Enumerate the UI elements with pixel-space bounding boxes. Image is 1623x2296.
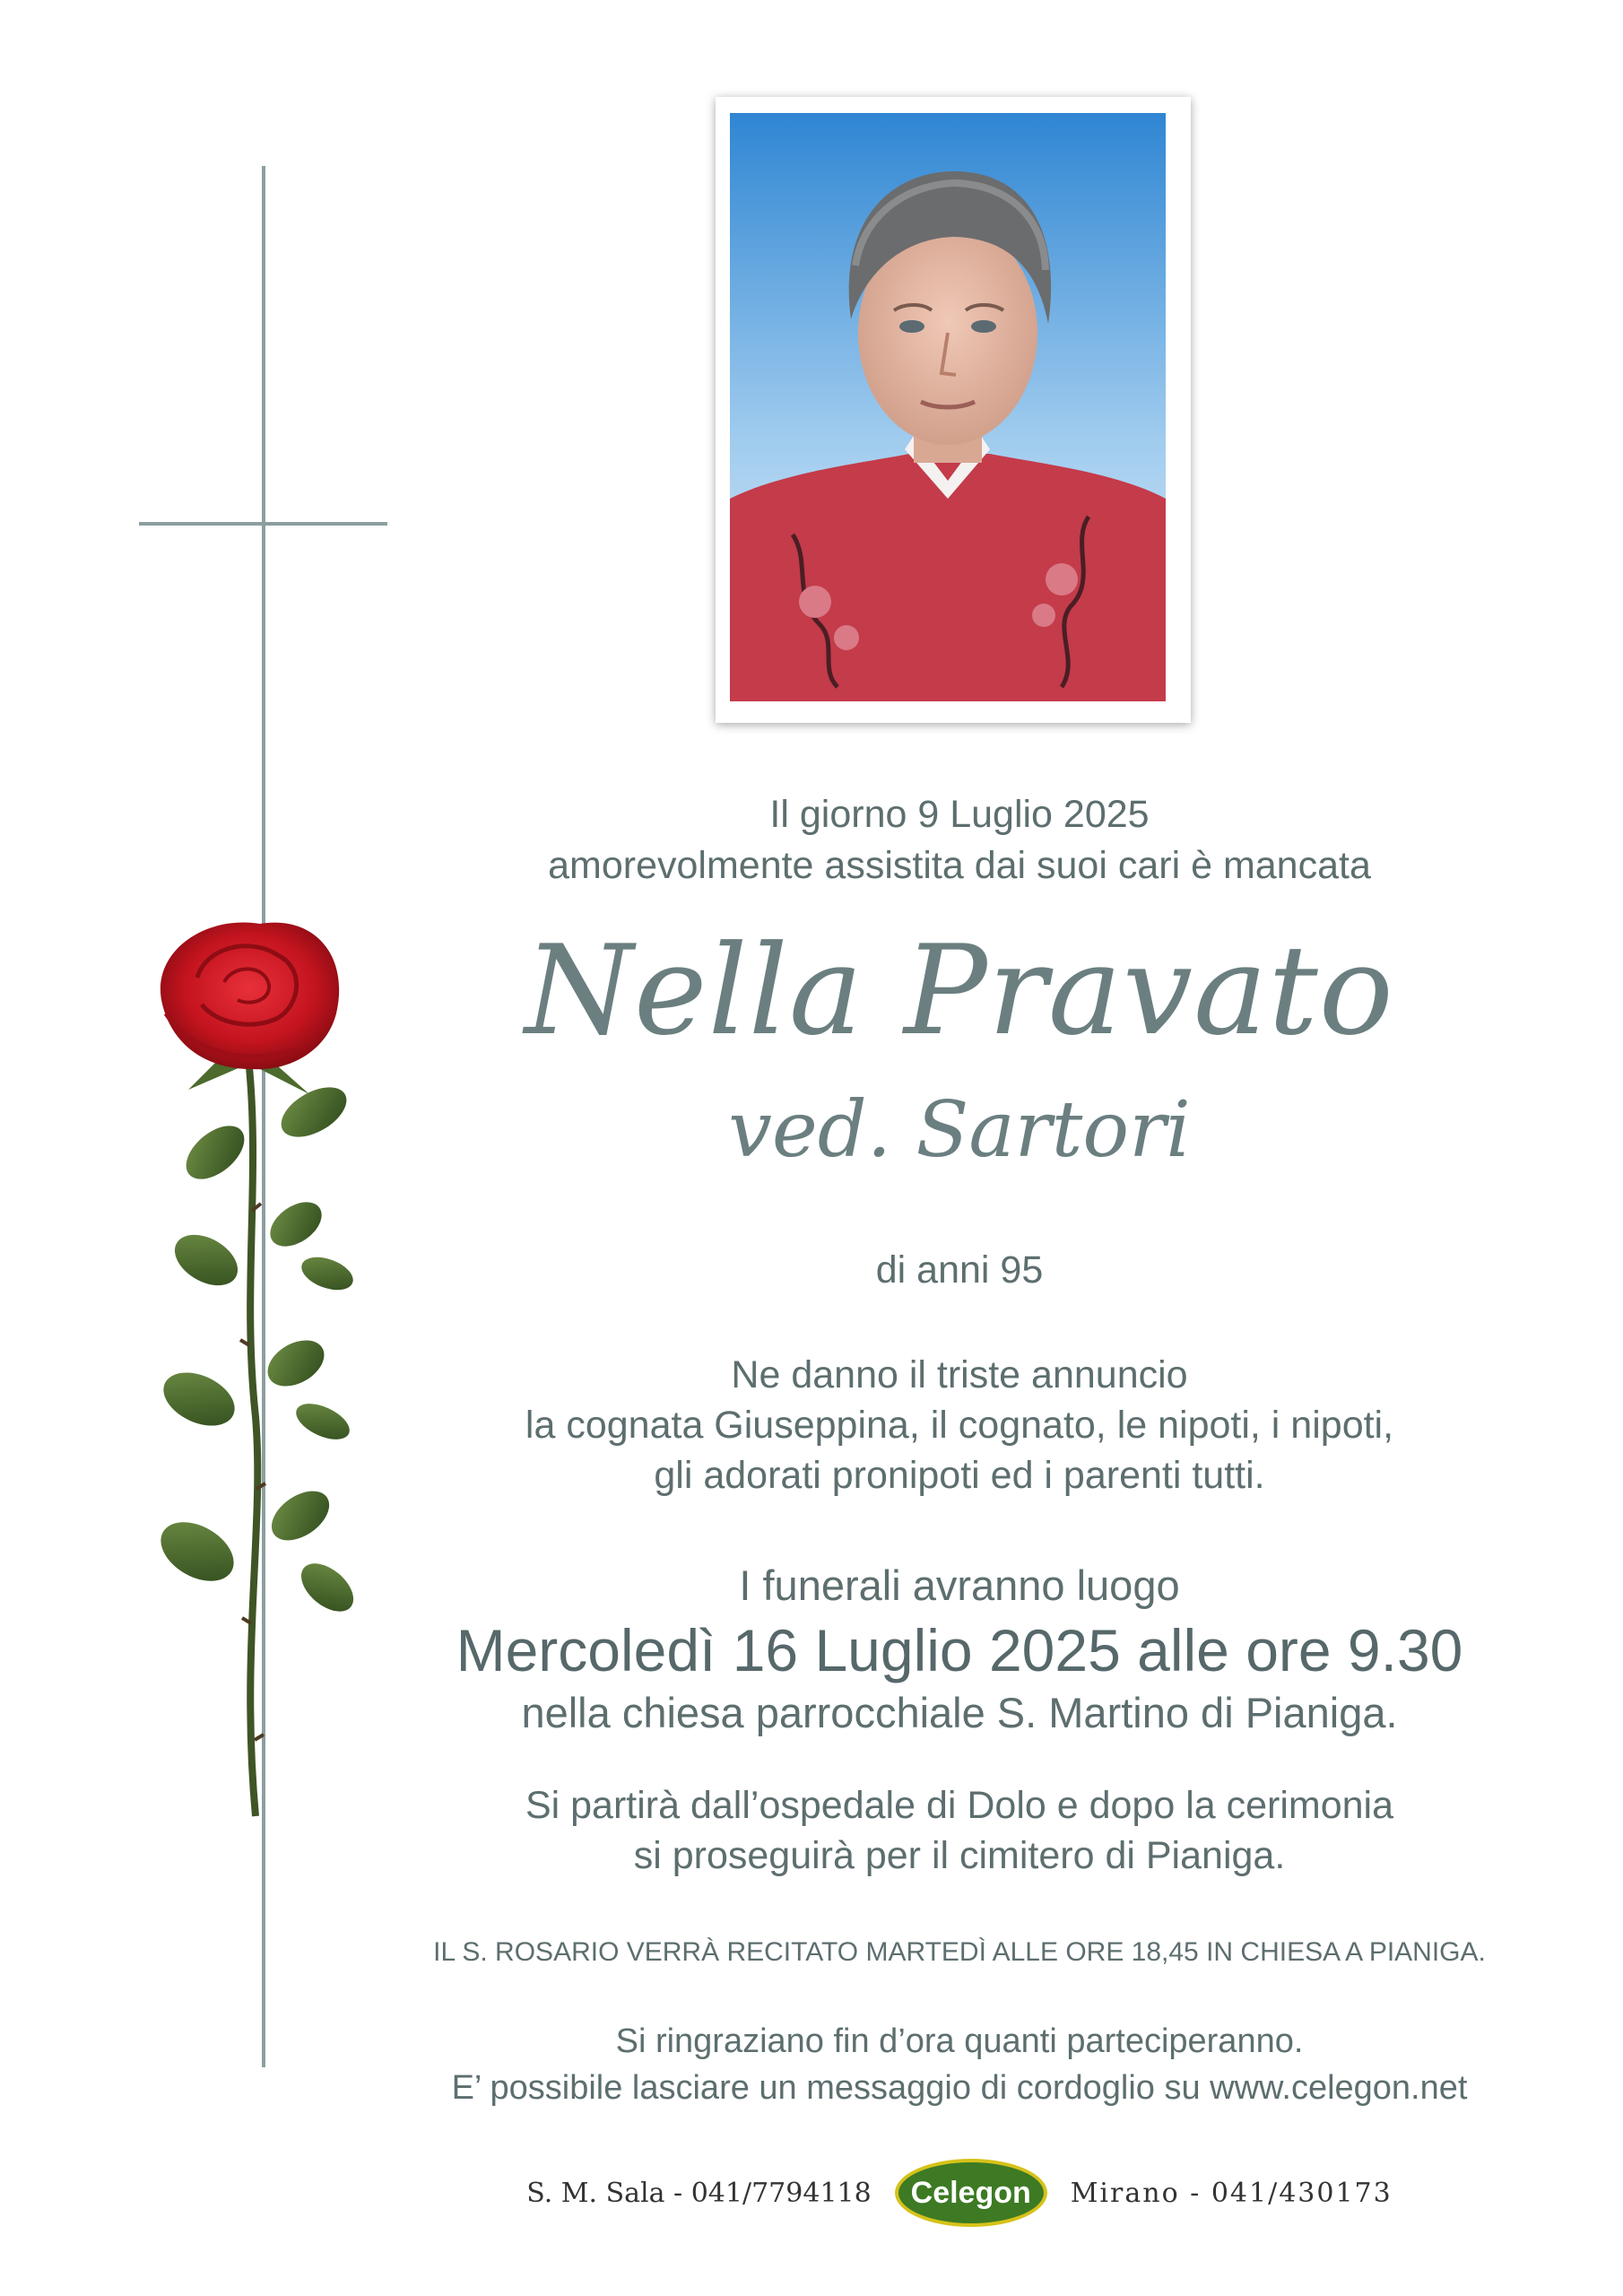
portrait-photo bbox=[730, 113, 1166, 701]
procession-line: si proseguirà per il cimitero di Pianiga. bbox=[633, 1834, 1286, 1877]
cross-horizontal-bar bbox=[139, 522, 387, 526]
thanks-line: Si ringraziano fin d’ora quanti parteciperanno. bbox=[615, 2022, 1304, 2060]
deceased-age: di anni 95 bbox=[875, 1248, 1044, 1292]
announcement-line: gli adorati pronipoti ed i parenti tutti. bbox=[654, 1454, 1265, 1497]
procession-info bbox=[421, 1780, 1497, 1881]
portrait-frame bbox=[716, 97, 1191, 723]
rosary-notice: IL S. ROSARIO VERRÀ RECITATO MARTEDÌ ALLE ORE 18,45 IN CHIESA A PIANIGA. bbox=[433, 1937, 1486, 1967]
intro-text bbox=[421, 789, 1497, 891]
office-sala-phone: S. M. Sala - 041/7794118 bbox=[526, 2177, 872, 2209]
intro-passing-line: amorevolmente assistita dai suoi cari è mancata bbox=[548, 844, 1371, 887]
funeral-date: Mercoledì 16 Luglio 2025 alle ore 9.30 bbox=[456, 1617, 1463, 1683]
celegon-logo bbox=[895, 2159, 1047, 2227]
widow-surname: ved. Sartori bbox=[728, 1085, 1191, 1175]
condolence-website-line: E’ possibile lasciare un messaggio di cordoglio su www.celegon.net bbox=[451, 2069, 1468, 2107]
logo-text: Celegon bbox=[910, 2175, 1031, 2210]
intro-date-line: Il giorno 9 Luglio 2025 bbox=[769, 793, 1150, 836]
funeral-home-footer bbox=[421, 2152, 1497, 2233]
funeral-intro: I funerali avranno luogo bbox=[739, 1561, 1180, 1609]
announcement-line: la cognata Giuseppina, il cognato, le nipoti, i nipoti, bbox=[525, 1404, 1394, 1447]
family-announcement bbox=[421, 1350, 1497, 1500]
office-mirano-phone: Mirano - 041/430173 bbox=[1070, 2177, 1393, 2209]
thanks-message bbox=[421, 2018, 1497, 2111]
announcement-line: Ne danno il triste annuncio bbox=[731, 1353, 1188, 1396]
red-rose-illustration bbox=[135, 915, 404, 1839]
procession-line: Si partirà dall’ospedale di Dolo e dopo la cerimonia bbox=[525, 1784, 1394, 1827]
deceased-name: Nella Pravato bbox=[525, 918, 1394, 1063]
funeral-place: nella chiesa parrocchiale S. Martino di Pianiga. bbox=[521, 1689, 1398, 1736]
